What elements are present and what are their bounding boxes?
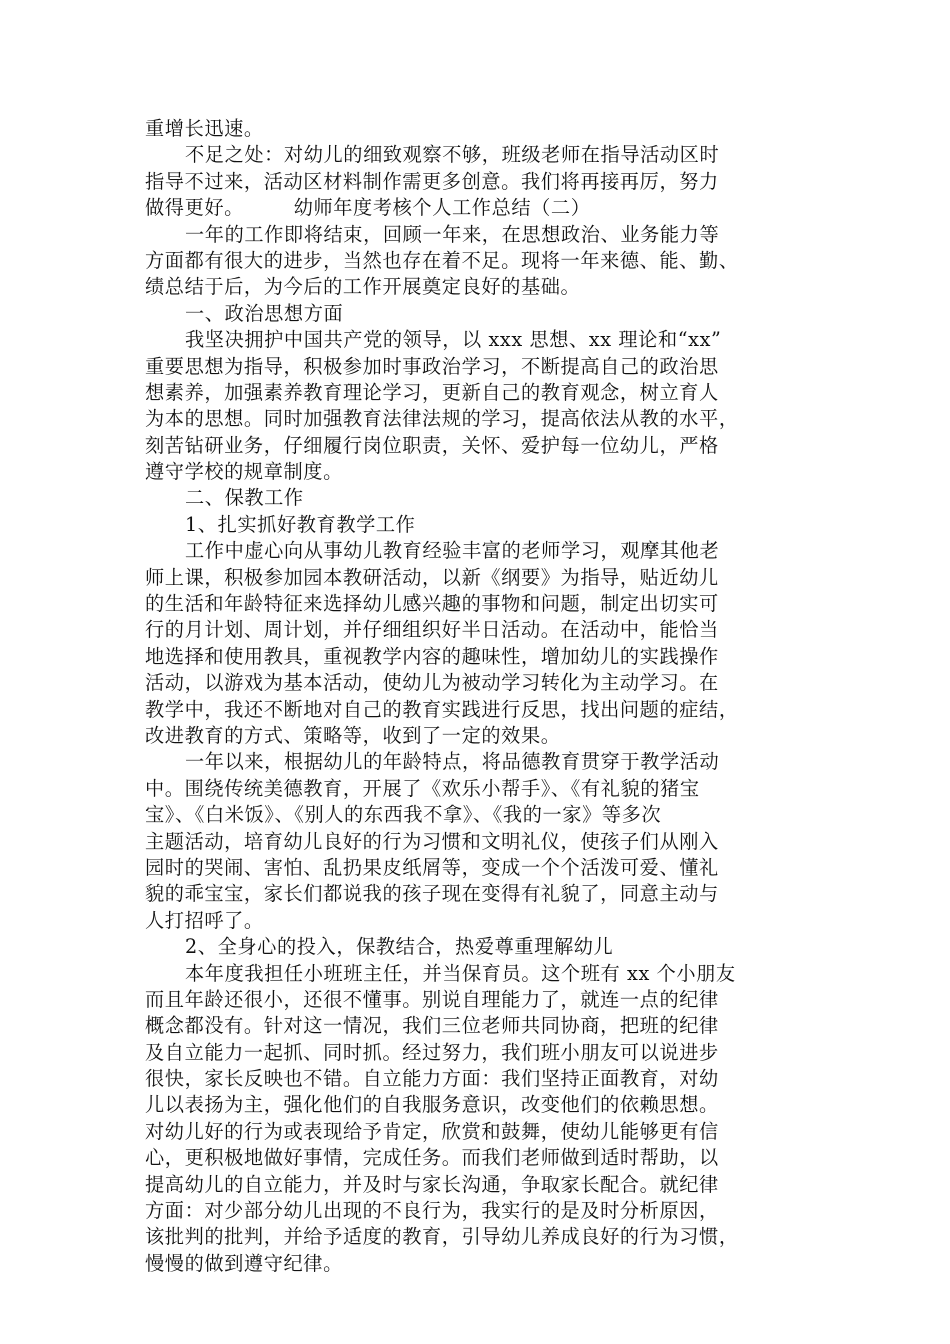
text-line: 对幼儿好的行为或表现给予肯定，欣赏和鼓舞，使幼儿能够更有信 — [145, 1119, 719, 1143]
text-line: 儿以表扬为主，强化他们的自我服务意识，改变他们的依赖思想。 — [145, 1093, 719, 1117]
text-line: 方面：对少部分幼儿出现的不良行为，我实行的是及时分析原因， — [145, 1199, 719, 1223]
text-line: 方面都有很大的进步，当然也存在着不足。现将一年来德、能、勤、 — [145, 248, 739, 272]
text-line: 行的月计划、周计划，并仔细组织好半日活动。在活动中，能恰当 — [145, 618, 719, 642]
text-line: 该批判的批判，并给予适度的教育，引导幼儿养成良好的行为习惯， — [145, 1225, 739, 1249]
text-line: 绩总结于后，为今后的工作开展奠定良好的基础。 — [145, 275, 581, 299]
text-line: 心，更积极地做好事情，完成任务。而我们老师做到适时帮助，以 — [145, 1146, 719, 1170]
text-line: 为本的思想。同时加强教育法律法规的学习，提高依法从教的水平， — [145, 407, 739, 431]
text-line: 提高幼儿的自立能力，并及时与家长沟通，争取家长配合。就纪律 — [145, 1172, 719, 1196]
text-line: 重要思想为指导，积极参加时事政治学习，不断提高自己的政治思 — [145, 354, 719, 378]
text-line: 而且年龄还很小，还很不懂事。别说自理能力了，就连一点的纪律 — [145, 987, 719, 1011]
text-line: 我坚决拥护中国共产党的领导，以 xxx 思想、xx 理论和“xx” — [185, 328, 722, 352]
text-line: 做得更好。 幼师年度考核个人工作总结（二） — [145, 196, 591, 220]
text-line: 改进教育的方式、策略等，收到了一定的效果。 — [145, 723, 561, 747]
text-line: 1、扎实抓好教育教学工作 — [185, 512, 416, 536]
text-line: 工作中虚心向从事幼儿教育经验丰富的老师学习，观摩其他老 — [185, 539, 720, 563]
text-line: 貌的乖宝宝，家长们都说我的孩子现在变得有礼貌了，同意主动与 — [145, 882, 719, 906]
text-line: 2、全身心的投入，保教结合，热爱尊重理解幼儿 — [185, 935, 614, 959]
text-line: 一年以来，根据幼儿的年龄特点，将品德教育贯穿于教学活动 — [185, 750, 720, 774]
text-line: 主题活动，培育幼儿良好的行为习惯和文明礼仪，使孩子们从刚入 — [145, 829, 719, 853]
text-line: 一、政治思想方面 — [185, 301, 344, 325]
text-line: 宝》、《白米饭》、《别人的东西我不拿》、《我的一家》等多次 — [145, 803, 662, 827]
text-line: 刻苦钻研业务，仔细履行岗位职责，关怀、爱护每一位幼儿，严格 — [145, 433, 719, 457]
text-line: 一年的工作即将结束，回顾一年来，在思想政治、业务能力等 — [185, 222, 720, 246]
text-line: 地选择和使用教具，重视教学内容的趣味性，增加幼儿的实践操作 — [145, 644, 719, 668]
text-line: 很快，家长反映也不错。自立能力方面：我们坚持正面教育，对幼 — [145, 1067, 719, 1091]
text-line: 师上课，积极参加园本教研活动，以新《纲要》为指导，贴近幼儿 — [145, 565, 719, 589]
text-line: 活动，以游戏为基本活动，使幼儿为被动学习转化为主动学习。在 — [145, 671, 719, 695]
text-line: 概念都没有。针对这一情况，我们三位老师共同协商，把班的纪律 — [145, 1014, 719, 1038]
text-line: 二、保教工作 — [185, 486, 304, 510]
text-line: 不足之处：对幼儿的细致观察不够，班级老师在指导活动区时 — [185, 143, 720, 167]
text-line: 想素养，加强素养教育理论学习，更新自己的教育观念，树立育人 — [145, 380, 719, 404]
text-line: 慢慢的做到遵守纪律。 — [145, 1251, 343, 1275]
text-line: 的生活和年龄特征来选择幼儿感兴趣的事物和问题，制定出切实可 — [145, 592, 719, 616]
text-line: 重增长迅速。 — [145, 117, 264, 140]
text-line: 指导不过来，活动区材料制作需更多创意。我们将再接再厉，努力 — [145, 169, 719, 193]
text-line: 园时的哭闹、害怕、乱扔果皮纸屑等，变成一个个活泼可爱、懂礼 — [145, 855, 719, 879]
text-line: 人打招呼了。 — [145, 908, 264, 932]
text-line: 遵守学校的规章制度。 — [145, 460, 343, 484]
text-line: 及自立能力一起抓、同时抓。经过努力，我们班小朋友可以说进步 — [145, 1040, 719, 1064]
text-line: 本年度我担任小班班主任，并当保育员。这个班有 xx 个小朋友 — [185, 961, 736, 985]
text-line: 中。围绕传统美德教育，开展了《欢乐小帮手》、《有礼貌的猪宝 — [145, 776, 700, 800]
text-line: 教学中，我还不断地对自己的教育实践进行反思，找出问题的症结， — [145, 697, 739, 721]
document-body — [145, 116, 835, 1277]
